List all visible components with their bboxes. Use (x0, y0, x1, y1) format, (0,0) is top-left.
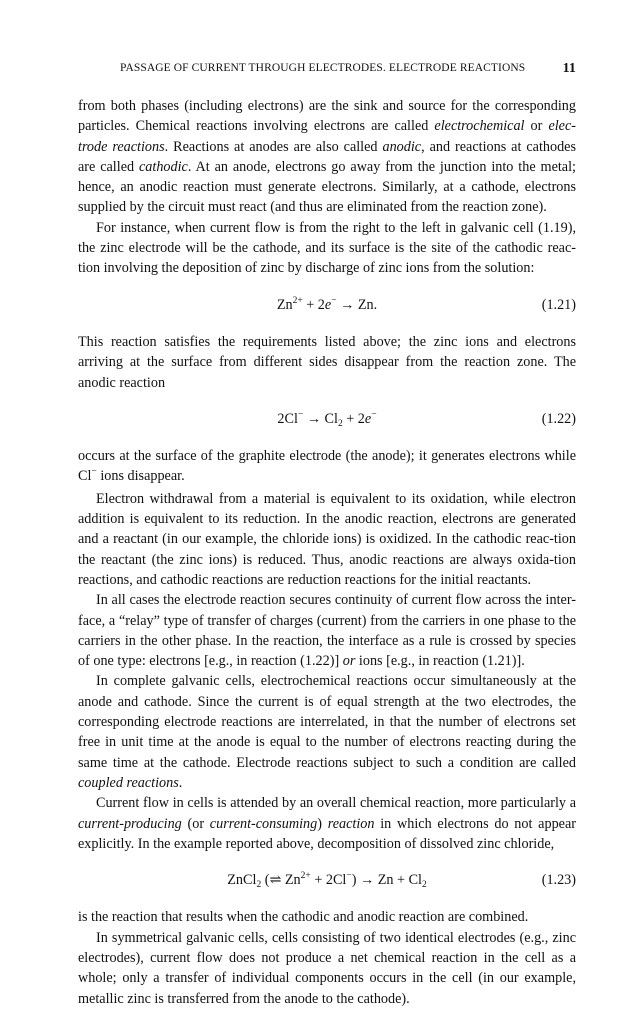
paragraph: is the reaction that results when the cathodic and anodic reaction are combined. (78, 909, 529, 926)
equation-body: $2Cl^- \to Cl_2 + 2e^-$ (277, 409, 377, 429)
paragraph: This reaction satisfies the requirements listed above; the zinc ions and electrons arriving at the surface from different sides disappear from the reaction zone. The anodic reaction (78, 333, 576, 391)
equation-number: (1.21) (541, 296, 576, 313)
text-run: (or (181, 815, 210, 832)
equation-1-23 (78, 870, 576, 890)
text-run: . At an anode, electrons go away from the junction into the metal; hence, an anodic reaction must generate electrons. Similarly, at a cathode, electrons supplied by the circuit must react (and thus are eliminated from the reaction zone). (78, 158, 576, 216)
equation-body: $Zn^{2+} + 2e^- \to Zn$. (276, 295, 378, 313)
paragraph (78, 793, 576, 854)
emphasis: current-consuming (209, 815, 318, 832)
equation-number: (1.23) (541, 872, 576, 889)
text-run: In complete galvanic cells, electrochemical reactions occur simultaneously at the anode and cathode. Since the current is of equal strength at the two electrodes, the corresponding electrode reactions are interrelated, in that the number of electrons set free in unit time at the anode is equal to the number of electrons reacting during the same time at the cathode. Electrode reactions subject to such a condition are called (78, 673, 576, 771)
text-run: . (178, 774, 183, 791)
equation-number: (1.22) (541, 410, 576, 427)
emphasis: reaction (327, 815, 375, 832)
equation-1-22 (78, 409, 576, 429)
text-run: in which electrons do not appear explicitly. In the example reported above, decomposition of dissolved zinc chloride, (78, 815, 576, 852)
emphasis: coupled reactions (78, 774, 179, 791)
emphasis: cathodic (138, 158, 188, 175)
equation-1-21 (78, 295, 576, 315)
equation-body: ZnCl$_2$ (⇌ $Zn^{2+} + 2Cl^-) \to Zn + Cl_2$ (227, 871, 427, 891)
running-title: PASSAGE OF CURRENT THROUGH ELECTRODES. ELECTRODE REACTIONS (120, 62, 526, 74)
text-run: occurs at the surface of the graphite electrode (the anode); it generates electrons while Cl (78, 448, 576, 485)
text-run: or (524, 118, 549, 135)
text-run: . Reactions at anodes are also called (164, 138, 383, 155)
emphasis: or (342, 653, 356, 670)
page-number: 11 (562, 61, 576, 76)
text-run: ions disappear. (96, 468, 185, 485)
text-run: from both phases (including electrons) are the sink and source for the corresponding particles. Chemical reactions involving electrons are called (78, 98, 576, 135)
paragraph: In symmetrical galvanic cells, cells consisting of two identical electrodes (e.g., zinc electrodes), current flow does not produce a net chemical reaction in the cell as a whole; only a transfer of individual components occurs in the cell (in our example, metallic zinc is transferred from the anode to the cathode). (78, 929, 576, 1007)
paragraph (78, 96, 576, 218)
emphasis: electrochemical (434, 118, 525, 135)
paragraph: For instance, when current flow is from the right to the left in galvanic cell (1.19), the zinc electrode will be the cathode, and its surface is the site of the cathodic reac-tion involving the deposition of zinc by discharge of zinc ions from the solution: (78, 219, 576, 277)
emphasis: current-producing (78, 815, 182, 832)
text-run: ions [e.g., in reaction (1.21)]. (355, 653, 525, 670)
paragraph (78, 446, 576, 489)
body-text (78, 96, 576, 1009)
paragraph (78, 590, 576, 671)
text-run: Current flow in cells is attended by an overall chemical reaction, more particularly a (96, 795, 576, 812)
paragraph: Electron withdrawal from a material is equivalent to its oxidation, while electron addition is equivalent to its reduction. In the anodic reaction, electrons are generated and a reactant (in our example, the chloride ions) is oxidized. In the cathodic reac-tion the reactant (the zinc ions) is reduced. Thus, anodic reactions are always oxida-tion reactions, and cathodic reactions are reduction reactions for the initial reactants. (78, 490, 576, 588)
emphasis: elec-trode reactions (78, 118, 576, 155)
text-run: ) (317, 815, 328, 832)
emphasis: anodic (382, 138, 422, 155)
text-run: In all cases the electrode reaction secures continuity of current flow across the inter-face, a “relay” type of transfer of charges (current) from the carriers in one phase to the carriers in the other phase. In the reaction, the interface as a rule is crossed by species of one type: electrons [e.g., in reaction (1.22)] (78, 592, 576, 670)
text-run: , and reactions at cathodes are called (78, 138, 576, 175)
paragraph (78, 671, 576, 793)
charge-superscript: − (91, 467, 97, 478)
